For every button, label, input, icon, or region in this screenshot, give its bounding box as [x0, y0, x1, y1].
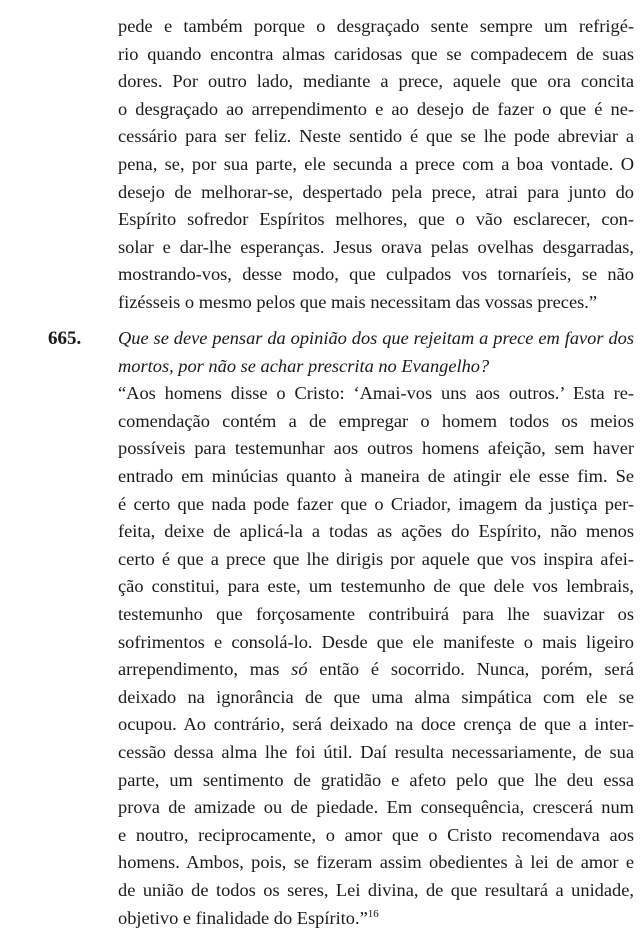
text-line: ocupou. Ao contrário, será deixado na doce crença de que a inter-: [118, 714, 634, 735]
question-line: Que se deve pensar da opinião dos que rejeitam a prece em favor dos: [118, 328, 634, 348]
text-line: dores. Por outro lado, mediante a prece, aquele que ora concita: [118, 71, 634, 92]
text-line: rio quando encontra almas caridosas que se compadecem de suas: [118, 43, 634, 64]
text-line: comendação contém a de empregar o homem todos os meios: [118, 410, 634, 431]
text-line: [118, 905, 634, 933]
text-line: sofrimentos e consolá-lo. Desde que ele manifeste o mais ligeiro: [118, 631, 634, 652]
text-line: pena, se, por sua parte, ele secunda a prece com a boa vontade. O: [118, 154, 634, 174]
text-line: homens. Ambos, pois, se fizeram assim obedientes à lei de amor e: [118, 852, 634, 873]
footnote-reference[interactable]: 16: [367, 907, 379, 920]
text-segment: objetivo e finalidade do Espírito.”: [118, 907, 368, 928]
text-line: mostrando-vos, desse modo, que culpados vos tornaríeis, se não: [118, 264, 634, 285]
text-line: solar e dar-lhe esperanças. Jesus orava pelas ovelhas desgarradas,: [118, 236, 634, 257]
text-line: feita, deixe de aplicá-la a todas as ações do Espírito, não menos: [118, 521, 634, 542]
text-line: de união de todos os seres, Lei divina, de que resultará a unidade,: [118, 880, 634, 900]
text-line: o desgraçado ao arrependimento e ao desejo de fazer o que é ne-: [118, 98, 634, 119]
text-line: fizésseis o mesmo pelos que mais necessitam das vossas preces.”: [118, 292, 598, 312]
text-line: Espírito sofredor Espíritos melhores, que o vão esclarecer, con-: [118, 209, 634, 230]
text-line: é certo que nada pode fazer que o Criador, imagem da justiça per-: [118, 493, 634, 514]
text-line: [118, 656, 634, 684]
text-line: parte, um sentimento de gratidão e afeto pelo que lhe deu essa: [118, 769, 634, 790]
question-line: mortos, por não se achar prescrita no Evangelho?: [118, 355, 490, 376]
text-line: cessário para ser feliz. Neste sentido é que se lhe pode abreviar a: [118, 126, 634, 147]
text-segment: arrependimento, mas: [118, 659, 292, 680]
text-segment: então é socorrido. Nunca, porém, será: [307, 659, 634, 680]
text-line: desejo de melhorar-se, despertado pela prece, atrai para junto do: [118, 181, 634, 202]
text-line: “Aos homens disse o Cristo: ‘Amai-vos uns aos outros.’ Esta re-: [118, 383, 634, 404]
text-line: entrado em minúcias quanto à maneira de atingir ele esse fim. Se: [118, 466, 634, 486]
text-line: pede e também porque o desgraçado sente sempre um refrigé-: [118, 16, 634, 36]
text-line: possíveis para testemunhar aos outros homens afeição, sem haver: [118, 438, 634, 459]
emphasis-word: só: [291, 659, 308, 680]
text-line: ção constitui, para este, um testemunho de que dele vos lembrais,: [118, 576, 634, 597]
text-line: testemunho que forçosamente contribuirá para lhe suavizar os: [118, 604, 634, 624]
text-line: deixado na ignorância de que uma alma simpática com ele se: [118, 686, 634, 707]
question-number: 665.: [48, 328, 82, 349]
text-line: prova de amizade ou de piedade. Em consequência, crescerá num: [118, 797, 634, 818]
text-line: e noutro, reciprocamente, o amor que o Cristo recomendava aos: [118, 824, 634, 845]
text-line: cessão dessa alma lhe foi útil. Daí resulta necessariamente, de sua: [118, 742, 634, 762]
text-line: certo é que a prece que lhe dirigis por aquele que vos inspira afei-: [118, 548, 634, 569]
